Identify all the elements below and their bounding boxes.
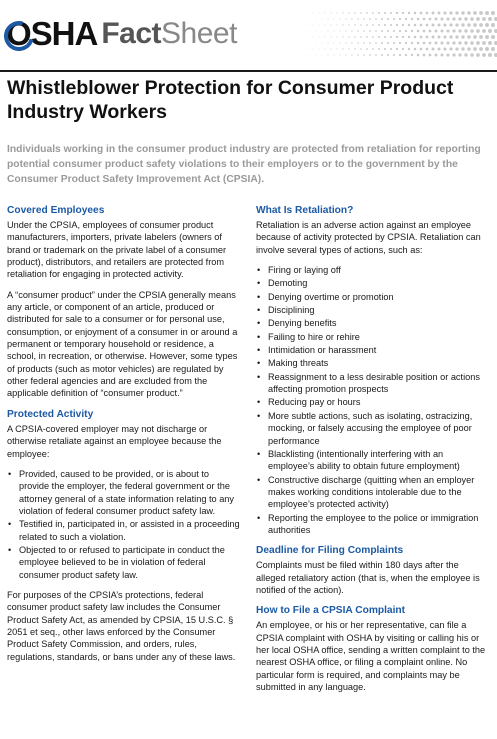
protected-activity-list xyxy=(7,468,240,581)
list-item: • More subtle actions, such as isolating, ostracizing, mocking, or falsely accusing the employee of poor performance xyxy=(268,410,490,447)
intro-summary: Individuals working in the consumer product industry are protected from retaliation for reporting potential consumer product safety violations to their employers or to the government by the Consumer Product Safety Improvement Act (CPSIA). xyxy=(7,144,481,185)
retaliation-list xyxy=(256,264,490,536)
list-item: • Reporting the employee to the police or immigration authorities xyxy=(268,512,490,537)
osha-wordmark xyxy=(6,15,97,53)
heading-protected-activity: Protected Activity xyxy=(7,408,94,420)
osha-factsheet-logo xyxy=(6,14,237,54)
retaliation-paragraph: Retaliation is an adverse action against an employee because of activity protected by CPSIA. Retaliation can involve several types of actions, such as: xyxy=(256,220,481,255)
how-to-file-paragraph: An employee, or his or her representative, can file a CPSIA complaint with OSHA by visiting or calling his or her local OSHA office, sending a written complaint to the nearest OSHA office, or filing a complaint online. No particular form is required, and complaints may be submitted in any language. xyxy=(256,620,486,692)
covered-paragraph-1: Under the CPSIA, employees of consumer product manufacturers, importers, private labelers (owners of brand or trademark on the private label of a consumer product), distributors, and retailers are protected from retaliation for engaging in protected activity. xyxy=(7,220,227,280)
sheet-text: Sheet xyxy=(161,17,237,50)
heading-covered-employees: Covered Employees xyxy=(7,205,105,216)
list-item: • Constructive discharge (quitting when an employer makes working conditions intolerable due to the employee’s protected activity) xyxy=(268,474,490,511)
covered-paragraph-2: A “consumer product” under the CPSIA generally means any article, or component of an article, produced or distributed for sale to a consumer or for personal use, consumption, or enjoyment of a consumer in or around a permanent or temporary household or residence, a school, in recreation, or otherwise. However, some types of products (such as motor vehicles) are regulated by other federal agencies and are excluded from the applicable definition of “consumer product.” xyxy=(7,289,238,399)
deadline-paragraph: Complaints must be filed within 180 days after the alleged retaliatory action (that is, when the employee is notified of the action). xyxy=(256,560,480,595)
list-item: • Intimidation or harassment xyxy=(268,344,490,356)
heading-deadline: Deadline for Filing Complaints xyxy=(256,545,404,557)
list-item: • Demoting xyxy=(268,277,490,289)
left-column xyxy=(7,204,240,671)
protected-paragraph-2: For purposes of the CPSIA’s protections, federal consumer product safety law includes the Consumer Product Safety Act, as amended by CPSIA, 15 U.S.C. § 2051 et seq., other laws enforced by the Consumer Product Safety Commission, and orders, rules, regulations, standards, or bans under any of these laws. xyxy=(7,589,236,662)
masthead xyxy=(0,0,497,62)
dot-pattern-decoration xyxy=(262,10,497,58)
right-column xyxy=(256,204,490,701)
protected-paragraph-1: A CPSIA-covered employer may not discharge or otherwise retaliate against an employee because the employee: xyxy=(7,423,222,459)
list-item: • Making threats xyxy=(268,357,490,369)
list-item: • Failing to hire or rehire xyxy=(268,331,490,343)
brand-text: OSHA xyxy=(6,15,98,52)
heading-what-is-retaliation: What Is Retaliation? xyxy=(256,205,354,216)
list-item: • Reducing pay or hours xyxy=(268,396,490,408)
heading-how-to-file: How to File a CPSIA Complaint xyxy=(256,605,406,617)
list-item: • Objected to or refused to participate in conduct the employee believed to be in violation of federal consumer product safety law. xyxy=(19,544,240,581)
header-rule xyxy=(0,70,497,72)
list-item: • Testified in, participated in, or assisted in a proceeding related to such a violation. xyxy=(19,518,240,543)
list-item: • Disciplining xyxy=(268,304,490,316)
list-item: • Provided, caused to be provided, or is about to provide the employer, the federal government or the attorney general of a state information relating to any violation of federal consumer product safety law. xyxy=(19,468,240,517)
page-title: Whistleblower Protection for Consumer Product Industry Workers xyxy=(7,77,454,123)
list-item: • Reassignment to a less desirable position or actions affecting promotion prospects xyxy=(268,371,490,396)
fact-text: Fact xyxy=(101,17,162,50)
list-item: • Firing or laying off xyxy=(268,264,490,276)
list-item: • Denying overtime or promotion xyxy=(268,291,490,303)
list-item: • Blacklisting (intentionally interfering with an employee’s ability to obtain future employment) xyxy=(268,448,490,473)
list-item: • Denying benefits xyxy=(268,317,490,329)
